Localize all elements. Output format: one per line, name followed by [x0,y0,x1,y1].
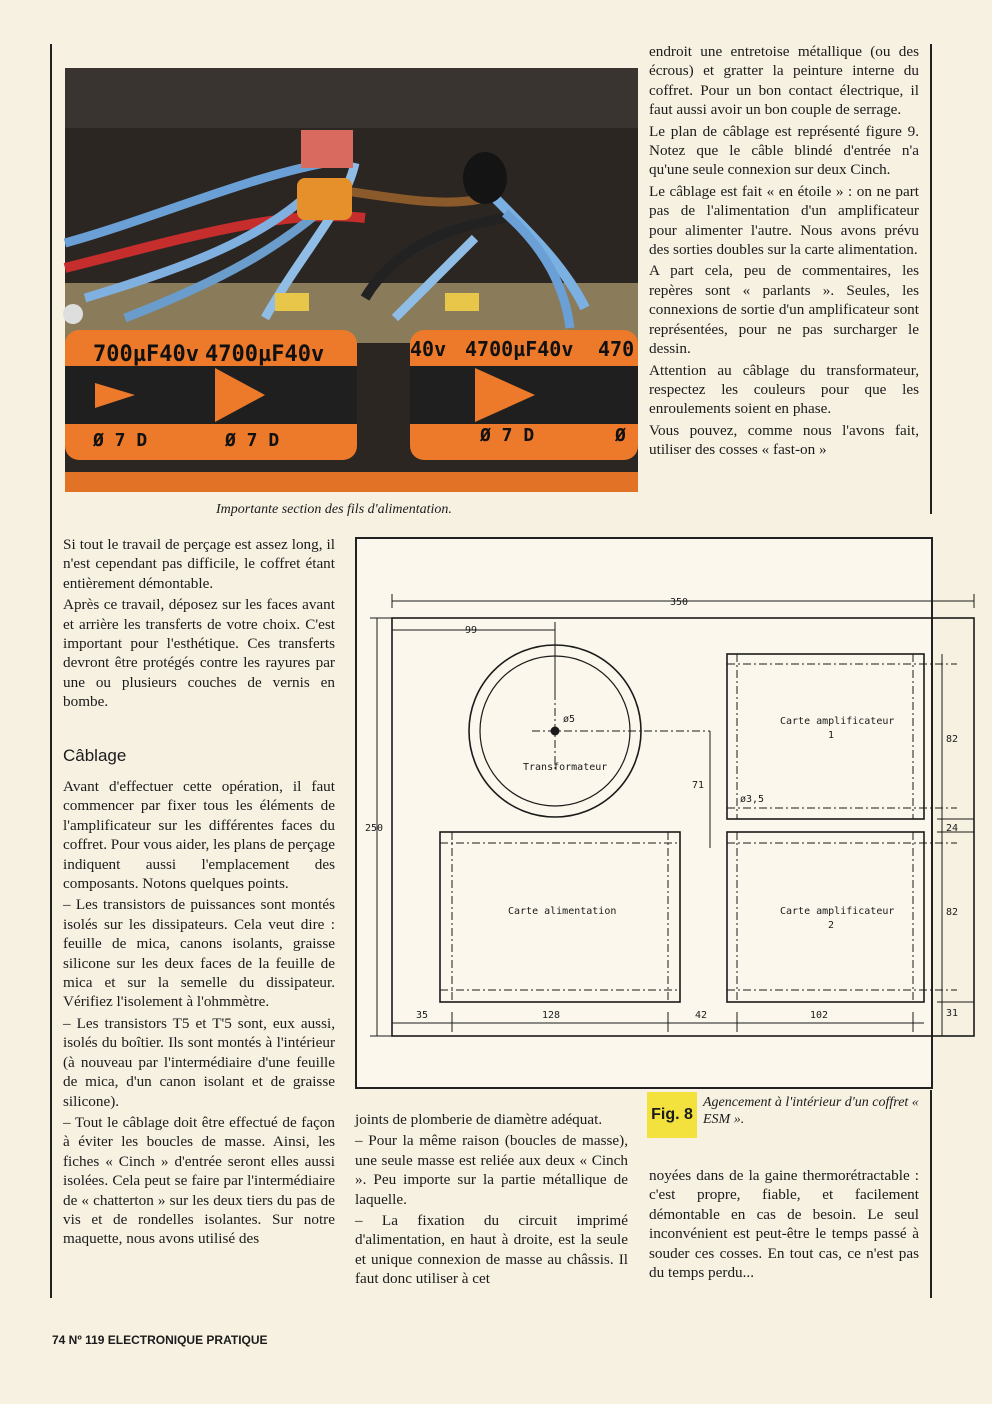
wiring-photo [65,68,638,492]
capacitor-label: 470 [598,337,635,361]
capacitor-code: Ø 7 D [480,425,535,446]
paragraph: Le plan de câblage est représenté figure 9. Notez que le câble blindé d'entrée n'a qu'une seule connexion sur deux Cinch. [649,122,919,179]
column-rule [930,44,932,514]
amp1-label: Carte amplificateur [780,716,895,727]
paragraph: A part cela, peu de commentaires, les repères sont « parlants ». Seules, les connexions de sortie d'un amplificateur sont représentées, pour ne pas surcharger le dessin. [649,262,919,358]
paragraph: joints de plomberie de diamètre adéquat. [355,1111,603,1128]
page-footer: 74 Nº 119 ELECTRONIQUE PRATIQUE [52,1333,268,1347]
column-rule [930,1090,932,1298]
dim-width: 350 [670,597,689,608]
dim-power-width: 128 [542,1010,561,1021]
paragraph: – La fixation du circuit imprimé d'alimentation, en haut à droite, est la seule et unique connexion de masse au châssis. Il faut donc utiliser à cet [355,1212,628,1288]
capacitor-label: 40v [410,337,447,361]
dim-bottom-margin: 31 [946,1008,959,1019]
amp2-label: Carte amplificateur [780,906,895,917]
amp2-number: 2 [828,920,835,931]
left-column-body [63,777,335,1251]
dim-amp-width: 102 [810,1010,829,1021]
paragraph: Vous pouvez, comme nous l'avons fait, utiliser des cosses « fast-on » [649,421,919,459]
dim-amp-gap: 24 [946,823,959,834]
figure-8 [355,537,959,1089]
right-top-column [649,42,919,462]
layout-diagram [357,539,959,1087]
transformer-label: Transformateur [523,762,608,773]
capacitor-code: Ø 7 D [225,430,280,451]
dim-offset: 99 [465,625,478,636]
paragraph: – Les transistors de puissances sont montés isolés sur les dissipateurs. Cela veut dire : feuille de mica, canons isolants, graisse silicone sur les deux faces de la feuille de mica et sur la semelle du dissipateur. Vérifiez l'isolement à l'ohmmètre. [63,896,335,1011]
dim-left-margin: 35 [416,1010,429,1021]
paragraph: Avant d'effectuer cette opération, il faut commencer par fixer tous les éléments de l'amplificateur sur les différentes faces du coffret. Pour vous aider, les plans de perçage indiquent aussi l'emplacement des composants. Notons quelques points. [63,778,335,893]
figure-badge: Fig. 8 [647,1092,697,1138]
capacitor-label: 4700µF40v [465,337,574,361]
middle-column [355,1110,628,1291]
dim-amp-height: 82 [946,907,959,918]
photo-caption: Importante section des fils d'alimentation. [216,502,452,517]
paragraph: – Pour la même raison (boucles de masse), une seule masse est reliée aux deux « Cinch ». Peu importe sur la partie métallique de laquelle. [355,1132,628,1208]
paragraph: Attention au câblage du transformateur, respectez les couleurs pour que les enroulements soient en phase. [649,361,919,418]
capacitor-code: Ø [615,425,626,446]
amp1-number: 1 [828,730,835,741]
section-heading: Câblage [63,746,127,765]
capacitor-code: Ø 7 D [93,430,148,451]
paragraph: Le câblage est fait « en étoile » : on ne part pas de l'alimentation d'un amplificateur pour alimenter l'autre. Nous avons prévu des sorties doubles sur la carte alimentation. [649,182,919,259]
paragraph: – Les transistors T5 et T'5 sont, eux aussi, isolés du boîtier. Ils sont montés à l'intérieur (à nouveau par l'intermédiaire d'une feuille de mica, d'un canon isolant et de graisse silicone). [63,1014,335,1110]
paragraph: noyées dans de la gaine thermorétractable : c'est propre, fiable, et facilement démontable en cas de besoin. Le seul inconvénient est peut-être le temps passé à souder ces cosses. En tout cas, ce n'est pas du temps perdu... [649,1167,919,1282]
hole-label: ø5 [563,714,576,725]
wiring-photo-drawing [65,68,638,492]
paragraph: Après ce travail, déposez sur les faces avant et arrière les transferts de votre choix. C'est important pour l'esthétique. Ces transferts devront être protégés contre les rayures par une ou plusieurs couches de vernis en bombe. [63,596,335,711]
dim-vertical-gap: 71 [692,780,705,791]
power-board-label: Carte alimentation [508,906,617,917]
amp-board-2 [727,832,924,1002]
box-outline [392,618,974,1036]
left-column-intro [63,535,335,714]
hole-label-small: ø3,5 [740,794,765,805]
capacitor-label: 4700µF40v [205,342,325,367]
paragraph: endroit une entretoise métallique (ou des écrous) et gratter la peinture interne du coffret. Pour un bon contact électrique, il faut aussi avoir un bon couple de serrage. [649,43,919,119]
dim-height: 250 [365,823,384,834]
dim-mid-gap: 42 [695,1010,708,1021]
column-rule [50,44,52,1298]
paragraph: Si tout le travail de perçage est assez long, il n'est cependant pas difficile, le coffret étant entièrement démontable. [63,536,335,592]
dim-amp-height: 82 [946,734,959,745]
paragraph: – Tout le câblage doit être effectué de façon à éviter les boucles de masse. Ainsi, les fiches « Cinch » d'entrée seront elles aussi isolées. Cela peut se faire par l'intermédiaire de « chatterton » sur les deux tiers du pas de vis et de rondelles isolantes. Sur notre maquette, nous avons utilisé des [63,1113,335,1248]
right-bottom-column [649,1166,919,1284]
power-board [440,832,680,1002]
figure-caption: Agencement à l'intérieur d'un coffret « ESM ». [703,1095,919,1127]
capacitor-label: 700µF40v [93,342,199,367]
